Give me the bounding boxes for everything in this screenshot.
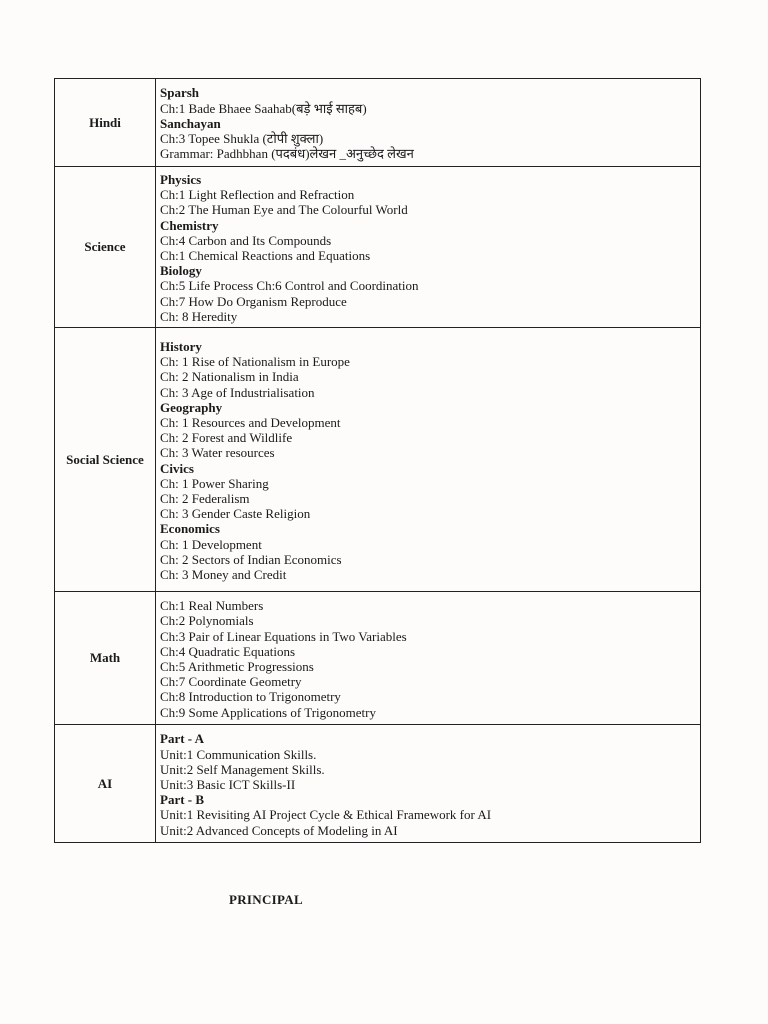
chapter-item: Ch: 1 Power Sharing: [160, 475, 269, 491]
subject-row: [55, 167, 701, 328]
chapter-item: Ch: 3 Money and Credit: [160, 566, 287, 582]
syllabus-table: [54, 78, 701, 843]
section-heading: Economics: [160, 521, 220, 537]
chapter-item: Unit:3 Basic ICT Skills-II: [160, 776, 296, 792]
subject-row: [55, 328, 701, 592]
chapter-item: Unit:1 Communication Skills.: [160, 746, 317, 762]
chapter-item: Ch:2 The Human Eye and The Colourful World: [160, 202, 408, 218]
subject-name: Science: [55, 167, 156, 328]
section-heading: Physics: [160, 172, 202, 187]
section-heading: Sparsh: [160, 85, 200, 101]
topics-list: [156, 79, 701, 167]
section-heading: Part - B: [160, 792, 205, 808]
chapter-item: Ch: 2 Sectors of Indian Economics: [160, 551, 342, 567]
section-heading: Chemistry: [160, 217, 219, 233]
chapter-item: Ch:3 Pair of Linear Equations in Two Variables: [160, 628, 407, 644]
chapter-item: Ch:9 Some Applications of Trigonometry: [160, 704, 376, 720]
principal-signature-label: PRINCIPAL: [229, 892, 303, 907]
chapter-item: Unit:2 Advanced Concepts of Modeling in AI: [160, 822, 398, 838]
chapter-item: Ch:1 Real Numbers: [160, 598, 264, 614]
chapter-item: Ch:5 Life Process Ch:6 Control and Coordination: [160, 278, 419, 294]
chapter-item: Ch: 3 Gender Caste Religion: [160, 506, 311, 522]
chapter-item: Ch: 1 Resources and Development: [160, 414, 341, 430]
chapter-item: Ch:1 Bade Bhaee Saahab(बड़े भाई साहब): [160, 100, 367, 116]
subject-name: AI: [55, 725, 156, 843]
chapter-item: Ch:1 Light Reflection and Refraction: [160, 187, 355, 203]
chapter-item: Ch:1 Chemical Reactions and Equations: [160, 248, 371, 264]
section-heading: Part - A: [160, 731, 205, 747]
topics-list: [156, 167, 701, 328]
chapter-item: Ch: 3 Water resources: [160, 445, 275, 461]
topics-list: [156, 592, 701, 725]
chapter-item: Unit:1 Revisiting AI Project Cycle & Ethical Framework for AI: [160, 807, 492, 823]
chapter-item: Unit:2 Self Management Skills.: [160, 761, 325, 777]
chapter-item: Ch:7 How Do Organism Reproduce: [160, 293, 347, 309]
subject-name: Social Science: [55, 328, 156, 592]
chapter-item: Ch: 1 Development: [160, 536, 262, 552]
chapter-item: Ch:8 Introduction to Trigonometry: [160, 689, 341, 705]
subject-name: Hindi: [55, 79, 156, 167]
topics-list: [156, 328, 701, 592]
chapter-item: Ch: 2 Federalism: [160, 490, 250, 506]
topics-list: [156, 725, 701, 843]
chapter-item: Ch:5 Arithmetic Progressions: [160, 659, 314, 675]
chapter-item: Ch: 2 Forest and Wildlife: [160, 430, 293, 446]
section-heading: Sanchayan: [160, 115, 221, 131]
section-heading: Geography: [160, 399, 223, 415]
chapter-item: Ch: 8 Heredity: [160, 308, 238, 324]
subject-row: [55, 79, 701, 167]
chapter-item: Ch:4 Quadratic Equations: [160, 643, 296, 659]
subject-row: [55, 592, 701, 725]
syllabus-table-body: [55, 79, 701, 843]
subject-row: [55, 725, 701, 843]
chapter-item: Ch:2 Polynomials: [160, 613, 254, 629]
chapter-item: Ch:3 Topee Shukla (टोपी शुक्ला): [160, 131, 324, 147]
section-heading: History: [160, 338, 202, 354]
chapter-item: Ch: 1 Rise of Nationalism in Europe: [160, 354, 350, 370]
chapter-item: Ch:4 Carbon and Its Compounds: [160, 232, 332, 248]
chapter-item: Grammar: Padhbhan (पदबंध)लेखन _अनुच्छेद लेखन: [160, 146, 414, 162]
chapter-item: Ch:7 Coordinate Geometry: [160, 674, 302, 690]
section-heading: Civics: [160, 460, 194, 476]
section-heading: Biology: [160, 263, 202, 279]
subject-name: Math: [55, 592, 156, 725]
chapter-item: Ch: 2 Nationalism in India: [160, 369, 299, 385]
chapter-item: Ch: 3 Age of Industrialisation: [160, 384, 315, 400]
